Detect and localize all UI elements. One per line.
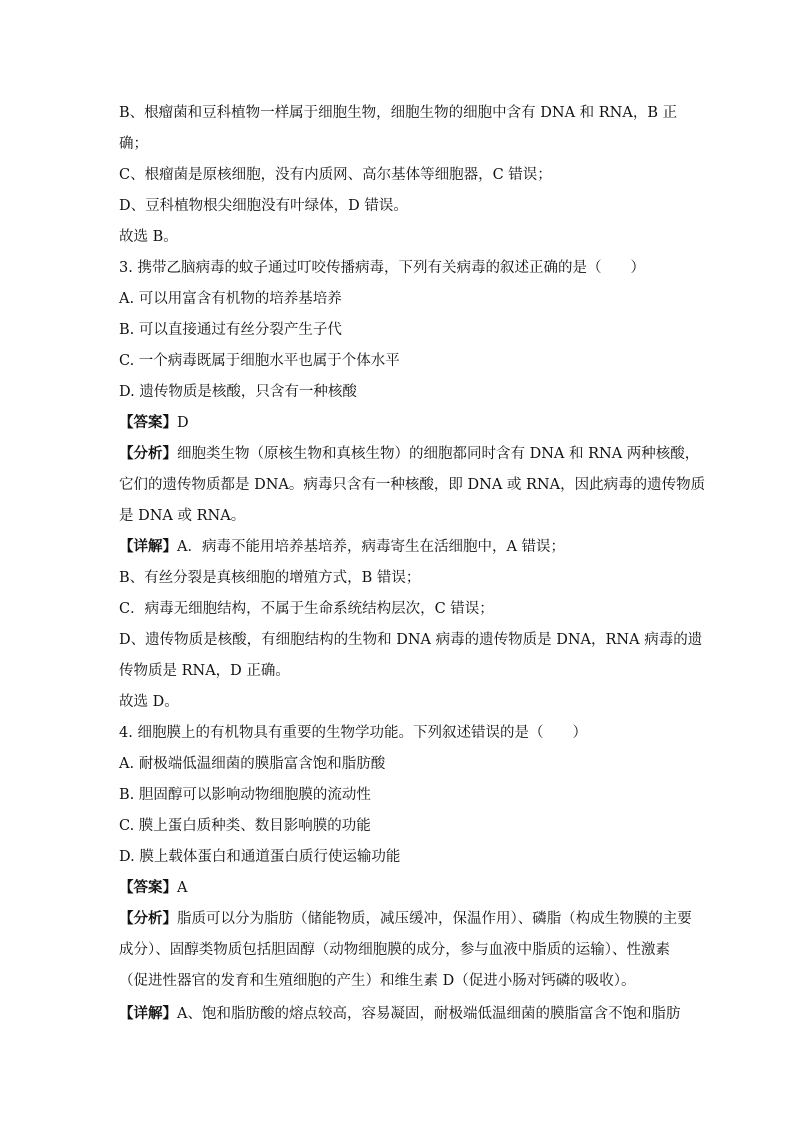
text-line: D、豆科植物根尖细胞没有叶绿体，D 错误。 — [119, 198, 408, 214]
explanation-text: A、饱和脂肪酸的熔点较高，容易凝固，耐极端低温细菌的膜脂富含不饱和脂肪 — [177, 1006, 681, 1022]
analysis-tag: 【分析】 — [119, 911, 177, 927]
text-line: C、根瘤菌是原核细胞，没有内质网、高尔基体等细胞器，C 错误； — [119, 167, 552, 183]
answer-line — [119, 878, 679, 898]
analysis-line — [119, 444, 700, 464]
explanation-line — [119, 1004, 679, 1024]
option-d: D. 遗传物质是核酸，只含有一种核酸 — [119, 384, 357, 400]
answer-value: A — [177, 880, 188, 896]
explanation-tag: 【详解】 — [119, 1006, 177, 1022]
text-line: C．病毒无细胞结构，不属于生命系统结构层次，C 错误； — [119, 601, 494, 617]
explanation-tag: 【详解】 — [119, 539, 177, 555]
option-b: B. 可以直接通过有丝分裂产生子代 — [119, 322, 342, 338]
answer-value: D — [177, 415, 189, 431]
analysis-text: 细胞类生物（原核生物和真核生物）的细胞都同时含有 DNA 和 RNA 两种核酸， — [177, 446, 700, 462]
analysis-text: 脂质可以分为脂肪（储能物质，减压缓冲，保温作用）、磷脂（构成生物膜的主要 — [177, 911, 692, 927]
text-line: （促进性器官的发育和生殖细胞的产生）和维生素 D（促进小肠对钙磷的吸收）。 — [119, 973, 636, 989]
text-line: 它们的遗传物质都是 DNA。病毒只含有一种核酸，即 DNA 或 RNA，因此病毒的遗传物质 — [119, 477, 706, 493]
question-3-stem: 3. 携带乙脑病毒的蚊子通过叮咬传播病毒，下列有关病毒的叙述正确的是（ ） — [119, 260, 645, 276]
explanation-line — [119, 537, 679, 557]
answer-tag: 【答案】 — [119, 880, 177, 896]
text-line: 是 DNA 或 RNA。 — [119, 508, 246, 524]
option-d: D. 膜上载体蛋白和通道蛋白质行使运输功能 — [119, 849, 401, 865]
option-a: A. 耐极端低温细菌的膜脂富含饱和脂肪酸 — [119, 756, 386, 772]
option-c: C. 膜上蛋白质种类、数目影响膜的功能 — [119, 818, 371, 834]
option-b: B. 胆固醇可以影响动物细胞膜的流动性 — [119, 787, 371, 803]
text-line: B、有丝分裂是真核细胞的增殖方式，B 错误； — [119, 570, 421, 586]
analysis-line — [119, 909, 692, 929]
question-4-stem: 4. 细胞膜上的有机物具有重要的生物学功能。下列叙述错误的是（ ） — [119, 725, 587, 741]
option-c: C. 一个病毒既属于细胞水平也属于个体水平 — [119, 353, 400, 369]
text-line: 确； — [119, 136, 148, 152]
answer-tag: 【答案】 — [119, 415, 177, 431]
text-line: 成分）、固醇类物质包括胆固醇（动物细胞膜的成分，参与血液中脂质的运输）、性激素 — [119, 942, 670, 958]
option-a: A. 可以用富含有机物的培养基培养 — [119, 291, 342, 307]
text-line: B、根瘤菌和豆科植物一样属于细胞生物，细胞生物的细胞中含有 DNA 和 RNA，B 正 — [119, 105, 678, 121]
text-line: 故选 D。 — [119, 694, 179, 710]
text-line: D、遗传物质是核酸，有细胞结构的生物和 DNA 病毒的遗传物质是 DNA，RNA 病毒的遗 — [119, 632, 703, 648]
explanation-text: A．病毒不能用培养基培养，病毒寄生在活细胞中，A 错误； — [177, 539, 566, 555]
analysis-tag: 【分析】 — [119, 446, 177, 462]
answer-line — [119, 413, 679, 433]
text-line: 传物质是 RNA，D 正确。 — [119, 663, 290, 679]
text-line: 故选 B。 — [119, 229, 178, 245]
